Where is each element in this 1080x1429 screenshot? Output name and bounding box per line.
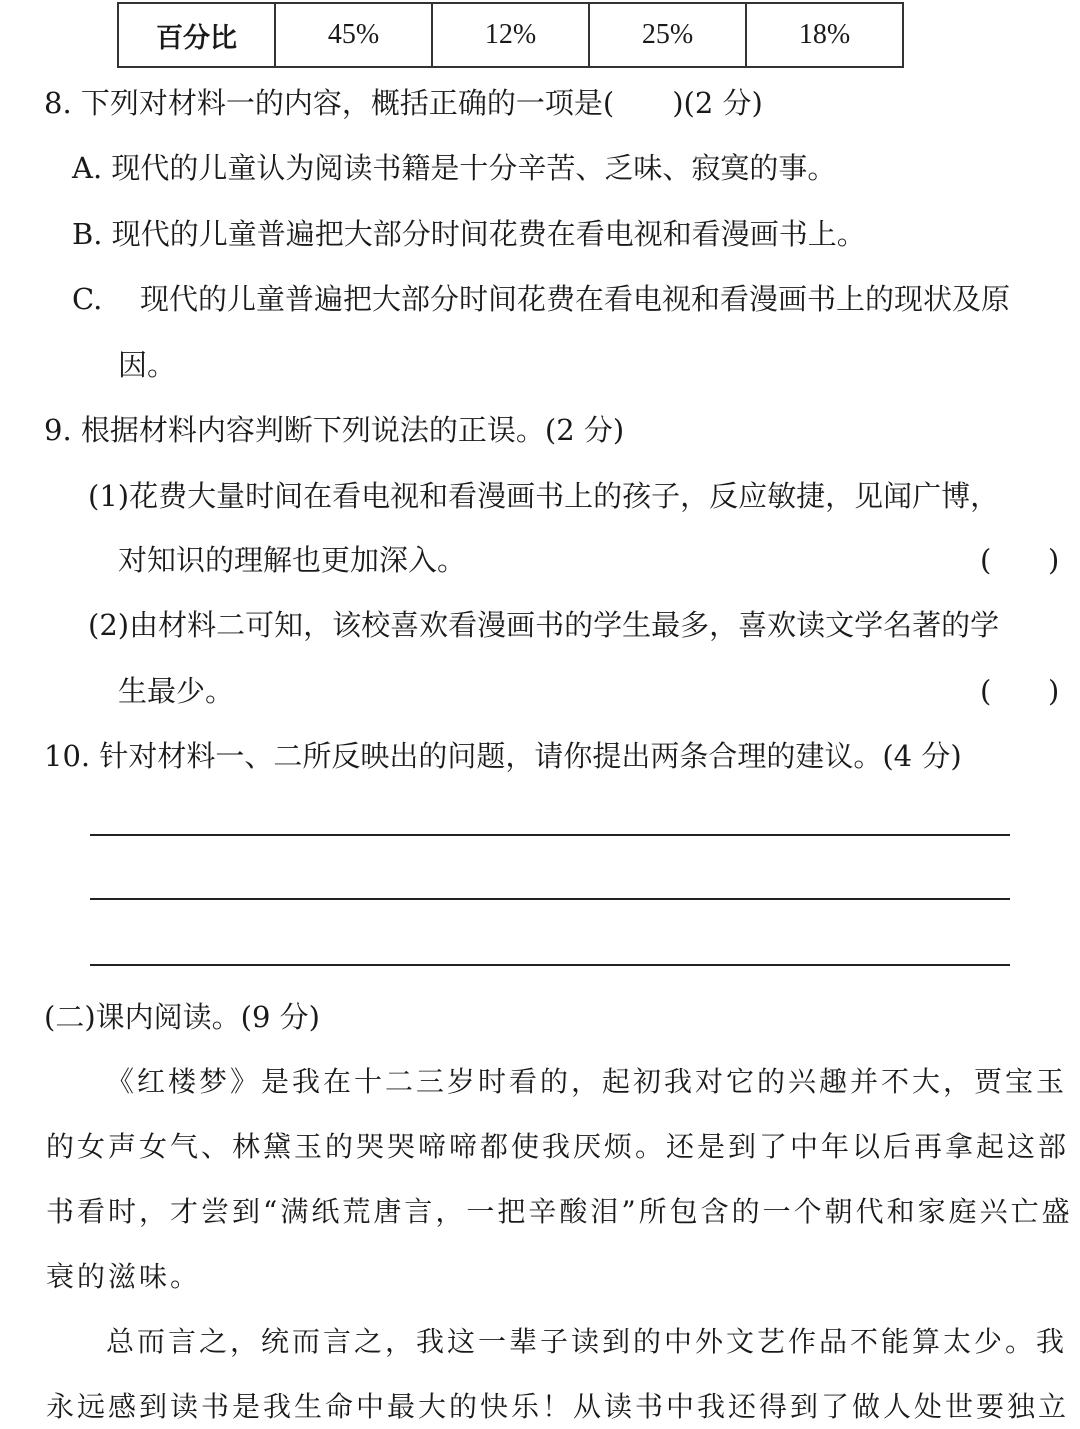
passage-line: 永远感到读书是我生命中最大的快乐！从读书中我还得到了做人处世要独立 <box>46 1390 1070 1423</box>
table-header-cell: 百分比 <box>118 3 275 67</box>
section-heading: (二)课内阅读。(9 分) <box>44 1000 320 1034</box>
table-cell: 18% <box>746 3 903 67</box>
q10-stem: 10. 针对材料一、二所反映出的问题，请你提出两条合理的建议。(4 分) <box>44 739 962 773</box>
answer-paren-open: ( <box>980 543 992 577</box>
table-row <box>118 3 903 67</box>
answer-line <box>90 834 1010 836</box>
q8-option-b: B. 现代的儿童普遍把大部分时间花费在看电视和看漫画书上。 <box>72 217 866 251</box>
passage-line: 《红楼梦》是我在十二三岁时看的，起初我对它的兴趣并不大，贾宝玉 <box>106 1065 1068 1098</box>
q9-item2-line1: (2)由材料二可知，该校喜欢看漫画书的学生最多，喜欢读文学名著的学 <box>88 608 1000 642</box>
passage-line: 总而言之，统而言之，我这一辈子读到的中外文艺作品不能算太少。我 <box>106 1325 1068 1358</box>
q9-item1-line2: 对知识的理解也更加深入。 <box>118 543 467 577</box>
q9-item2-line2: 生最少。 <box>118 674 235 708</box>
q9-item1-line1: (1)花费大量时间在看电视和看漫画书上的孩子，反应敏捷，见闻广博， <box>88 479 1000 513</box>
q8-option-a: A. 现代的儿童认为阅读书籍是十分辛苦、乏味、寂寞的事。 <box>72 151 837 185</box>
answer-paren-open: ( <box>980 674 992 708</box>
answer-line <box>90 964 1010 966</box>
q8-option-c-line2: 因。 <box>118 348 177 382</box>
answer-paren-close: ) <box>1048 543 1060 577</box>
q9-stem: 9. 根据材料内容判断下列说法的正误。(2 分) <box>44 413 625 447</box>
passage-line: 书看时，才尝到“满纸荒唐言，一把辛酸泪”所包含的一个朝代和家庭兴亡盛 <box>46 1195 1073 1228</box>
q8-option-c-line1: 现代的儿童普遍把大部分时间花费在看电视和看漫画书上的现状及原 <box>140 282 1011 316</box>
passage-line: 的女声女气、林黛玉的哭哭啼啼都使我厌烦。还是到了中年以后再拿起这部 <box>46 1130 1070 1163</box>
percentage-table <box>117 2 904 68</box>
answer-line <box>90 898 1010 900</box>
table-cell: 25% <box>589 3 746 67</box>
answer-paren-close: ) <box>1048 674 1060 708</box>
table-cell: 12% <box>432 3 589 67</box>
q8-stem: 8. 下列对材料一的内容，概括正确的一项是( )(2 分) <box>44 86 763 120</box>
table-cell: 45% <box>275 3 432 67</box>
q8-option-c-label: C. <box>72 282 103 316</box>
passage-line: 衰的滋味。 <box>46 1260 202 1293</box>
